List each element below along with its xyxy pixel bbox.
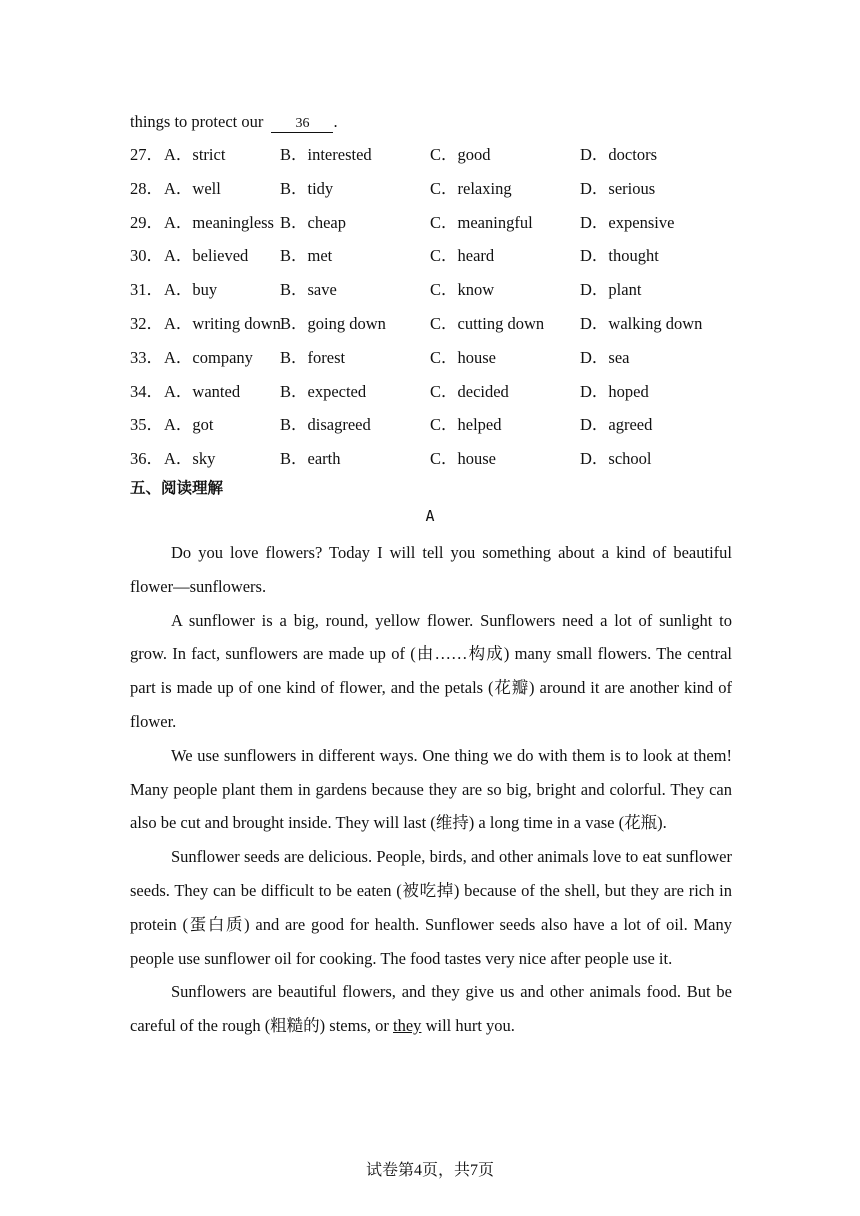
option-d: D．expensive <box>580 212 675 232</box>
question-number: 28． <box>130 178 163 198</box>
option-d: D．school <box>580 449 652 469</box>
option-c: C．relaxing <box>430 178 512 198</box>
option-d: D．serious <box>580 178 656 198</box>
option-c: C．know <box>430 280 495 300</box>
question-number: 34． <box>130 381 163 401</box>
option-a: A．believed <box>164 246 249 266</box>
option-b: B．earth <box>280 449 341 469</box>
option-b: B．going down <box>280 314 386 333</box>
option-a: A．strict <box>164 145 226 164</box>
option-a: A．got <box>164 415 214 435</box>
option-d: D．agreed <box>580 415 653 435</box>
question-number: 31． <box>130 280 163 300</box>
option-b: B．interested <box>280 145 372 164</box>
last-paragraph-text: Sunflowers are beautiful flowers, and they give us and other animals food. But be careful of the rough (粗糙的) stems, or <box>130 982 732 1036</box>
option-a: A．wanted <box>164 381 241 401</box>
last-paragraph-end: will hurt you. <box>425 1016 515 1036</box>
question-number: 33． <box>130 347 163 367</box>
option-b: B．save <box>280 280 337 300</box>
question-number: 35． <box>130 415 163 435</box>
passage-paragraph: A sunflower is a big, round, yellow flower. Sunflowers need a lot of sunlight to grow. In fact, sunflowers are made up of (由……构成) many small flowers. The central part is made up of one kind of flower, and the petals (花瓣) around it are another kind of flower. <box>130 610 732 731</box>
option-a: A．writing down <box>164 314 281 333</box>
option-b: B．expected <box>280 381 367 401</box>
question-number: 27． <box>130 145 163 164</box>
blank-36: 36 <box>271 116 333 133</box>
section-heading: 五、阅读理解 <box>130 479 224 497</box>
option-d: D．thought <box>580 246 659 266</box>
option-d: D．plant <box>580 280 642 300</box>
passage-paragraph: Sunflower seeds are delicious. People, birds, and other animals love to eat sunflower seeds. They can be difficult to be eaten (被吃掉) because of the shell, but they are rich in protein (蛋白质) and are good for health. Sunflower seeds also have a lot of oil. Many people use sunflower oil for cooking. The food tastes very nice after people use it. <box>130 847 732 968</box>
underlined-word: they <box>393 1016 422 1036</box>
question-number: 32． <box>130 314 163 333</box>
option-c: C．helped <box>430 415 502 435</box>
continuation-period: . <box>333 112 338 131</box>
option-d: D．walking down <box>580 314 703 333</box>
passage-paragraph: Do you love flowers? Today I will tell you something about a kind of beautiful flower—sunflowers. <box>130 543 732 596</box>
option-c: C．good <box>430 145 491 164</box>
passage-paragraph-last <box>130 975 732 1043</box>
option-c: C．decided <box>430 381 509 401</box>
option-c: C．heard <box>430 246 495 266</box>
continuation-text: things to protect our <box>130 112 264 131</box>
question-number: 30． <box>130 246 163 266</box>
option-d: D．doctors <box>580 145 657 164</box>
option-c: C．meaningful <box>430 212 533 232</box>
reading-passage <box>130 536 732 1043</box>
option-c: C．house <box>430 347 496 367</box>
option-d: D．hoped <box>580 381 649 401</box>
option-c: C．house <box>430 449 496 469</box>
option-a: A．company <box>164 347 253 367</box>
passage-title: A <box>425 507 435 525</box>
option-b: B．disagreed <box>280 415 371 435</box>
option-b: B．met <box>280 246 333 266</box>
option-a: A．buy <box>164 280 218 300</box>
option-a: A．meaningless <box>164 212 274 232</box>
option-b: B．forest <box>280 347 346 367</box>
option-b: B．tidy <box>280 178 334 198</box>
option-c: C．cutting down <box>430 314 545 333</box>
option-a: A．well <box>164 178 221 198</box>
option-b: B．cheap <box>280 212 346 232</box>
option-a: A．sky <box>164 449 216 469</box>
option-d: D．sea <box>580 347 630 367</box>
passage-paragraph: We use sunflowers in different ways. One thing we do with them is to look at them! Many people plant them in gardens because they are so big, bright and colorful. They can also be cut and brought inside. They will last (维持) a long time in a vase (花瓶). <box>130 745 732 833</box>
question-number: 36． <box>130 449 163 469</box>
page-footer: 试卷第4页，共7页 <box>365 1162 494 1179</box>
question-number: 29． <box>130 212 163 232</box>
passage-continuation-line <box>130 111 338 133</box>
